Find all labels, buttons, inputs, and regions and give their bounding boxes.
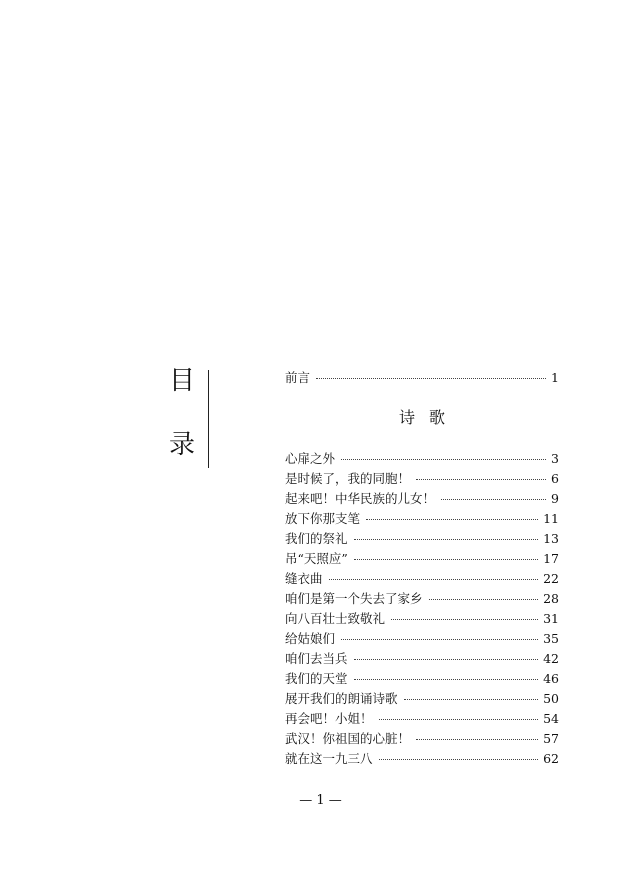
toc-entry[interactable] [285,649,559,669]
toc-entry-title: 武汉！你祖国的心脏！ [285,731,411,746]
dot-leader [416,478,546,480]
toc-entry-page: 50 [543,691,559,706]
toc-entry[interactable] [285,689,559,709]
toc-entry-page: 17 [543,551,559,566]
dot-leader [366,518,538,520]
toc-entry-page: 1 [551,370,559,385]
toc-entry[interactable] [285,729,559,749]
section-heading: 诗歌 [398,408,459,427]
toc-entry-title: 我们的天堂 [285,671,348,686]
toc-entry-title: 缝衣曲 [285,571,323,586]
toc-entry[interactable] [285,529,559,549]
toc-entry[interactable] [285,609,559,629]
toc-entry-title: 再会吧！小姐！ [285,711,373,726]
toc-entry[interactable] [285,709,559,729]
toc-entry[interactable] [285,489,559,509]
toc-entry[interactable] [285,509,559,529]
table-of-contents [285,368,559,769]
dot-leader [379,758,539,760]
toc-entry-title: 咱们是第一个失去了家乡 [285,591,423,606]
toc-entry[interactable] [285,749,559,769]
toc-entry-title: 展开我们的朗诵诗歌 [285,691,398,706]
toc-entry-page: 31 [543,611,559,626]
dot-leader [354,538,539,540]
toc-entry-page: 11 [543,511,559,526]
dot-leader [341,638,538,640]
heading-divider [208,370,209,468]
dot-leader [429,598,539,600]
toc-entry-title: 向八百壮士致敬礼 [285,611,386,626]
dot-leader [354,558,538,560]
toc-entry-title: 给姑娘们 [285,631,336,646]
toc-entry[interactable] [285,569,559,589]
toc-heading-char-2: 录 [168,430,195,460]
toc-entry-title: 心扉之外 [285,451,336,466]
toc-entry-page: 57 [543,731,559,746]
toc-heading [160,368,204,458]
toc-entry-page: 54 [543,711,559,726]
dot-leader [341,458,546,460]
toc-entry-page: 62 [543,751,559,766]
dot-leader [329,578,539,580]
toc-entry-title: 咱们去当兵 [285,651,348,666]
toc-entry-title: 吊“天照应” [285,551,348,566]
toc-entry-page: 3 [551,451,559,466]
dot-leader [441,498,546,500]
toc-entry-page: 35 [543,631,559,646]
toc-entry[interactable] [285,629,559,649]
toc-entry-page: 42 [543,651,559,666]
dot-leader [354,658,539,660]
toc-entry-title: 起来吧！中华民族的儿女！ [285,491,436,506]
dot-leader [379,718,539,720]
toc-entry[interactable] [285,449,559,469]
toc-entry-page: 22 [543,571,559,586]
toc-entry-page: 46 [543,671,559,686]
page-number: — 1 — [299,793,342,808]
toc-entry-page: 13 [543,531,559,546]
dot-leader [354,678,539,680]
toc-entry[interactable] [285,469,559,489]
toc-heading-char-1: 目 [168,366,195,396]
toc-entry-page: 6 [551,471,559,486]
toc-entry[interactable] [285,589,559,609]
toc-entry-page: 28 [543,591,559,606]
dot-leader [316,377,546,379]
toc-entry-title: 我们的祭礼 [285,531,348,546]
toc-entry-title: 前言 [285,370,311,385]
dot-leader [391,618,538,620]
dot-leader [416,738,538,740]
toc-entry-preface[interactable] [285,368,559,388]
toc-entry-title: 是时候了，我的同胞！ [285,471,411,486]
toc-entry-page: 9 [551,491,559,506]
toc-entry[interactable] [285,669,559,689]
toc-entry-title: 放下你那支笔 [285,511,361,526]
dot-leader [404,698,539,700]
toc-entry[interactable] [285,549,559,569]
toc-entry-title: 就在这一九三八 [285,751,373,766]
